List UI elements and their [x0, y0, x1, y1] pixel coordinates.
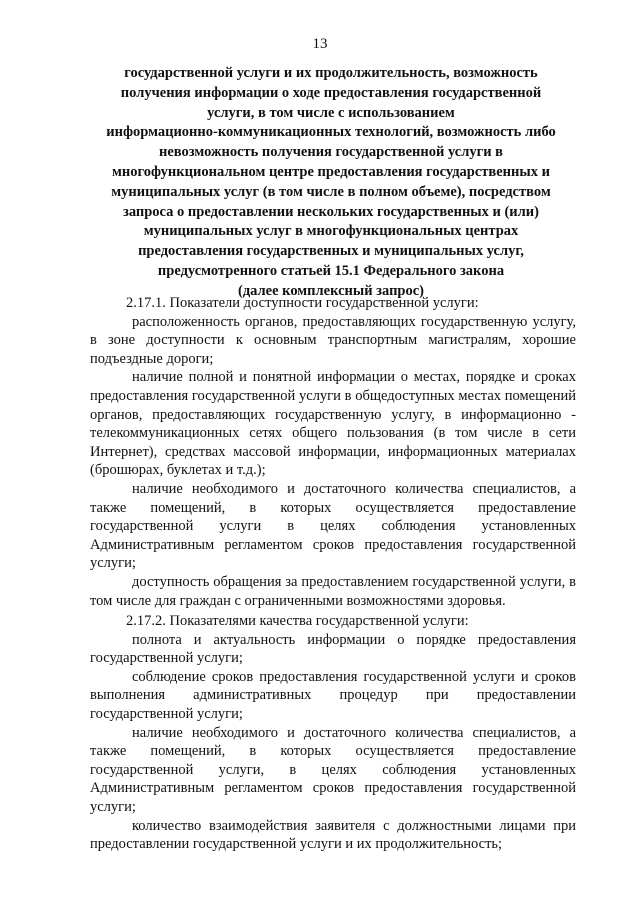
heading-line: услуги, в том числе с использованием: [207, 104, 455, 121]
heading-line: муниципальных услуг в многофункциональных центрах: [143, 223, 519, 240]
list-item-paragraph: наличие необходимого и достаточного количества специалистов, а также помещений, в которых осуществляется предоставление государственной услуги, в целях соблюдения установленных Административным регламентом сроков предоставления государственной услуги;: [90, 724, 576, 816]
list-item-paragraph: наличие необходимого и достаточного количества специалистов, а также помещений, в которых осуществляется предоставление государственной услуги в целях соблюдения установленных Административным регламентом сроков предоставления государственной услуги;: [90, 480, 576, 572]
list-item-paragraph: полнота и актуальность информации о порядке предоставления государственной услуги;: [90, 631, 576, 667]
heading-line: запроса о предоставлении нескольких государственных и (или): [123, 203, 539, 220]
subsection-title-availability: 2.17.1. Показатели доступности государственной услуги:: [126, 295, 479, 311]
list-item-paragraph: соблюдение сроков предоставления государственной услуги и сроков выполнения административных процедур при предоставлении государственной услуги;: [90, 668, 576, 723]
heading-line: информационно-коммуникационных технологий, возможность либо: [106, 124, 556, 141]
heading-line: многофункциональном центре предоставления государственных и: [112, 163, 550, 180]
section-heading: [96, 64, 566, 302]
page-number: 13: [312, 36, 328, 52]
list-item-paragraph: наличие полной и понятной информации о местах, порядке и сроках предоставления государственной услуги в общедоступных местах помещений органов, предоставляющих государственную услугу, в информационно - телекоммуникационных сетях общего пользования (в том числе в сети Интернет), средствах массовой информации, информационных материалах (брошюрах, буклетах и т.д.);: [90, 369, 576, 479]
heading-line: предусмотренного статьей 15.1 Федерального закона: [157, 262, 505, 279]
list-item-paragraph: расположенность органов, предоставляющих государственную услугу, в зоне доступности к основным транспортным магистралям, хорошие подъездные дороги;: [90, 313, 576, 367]
heading-line: (далее комплексный запрос): [237, 282, 424, 299]
list-item-paragraph: доступность обращения за предоставлением государственной услуги, в том числе для граждан с ограниченными возможностями здоровья.: [90, 573, 576, 609]
heading-line: государственной услуги и их продолжительность, возможность: [124, 65, 538, 81]
heading-line: муниципальных услуг (в том числе в полном объеме), посредством: [111, 183, 551, 200]
document-body: [90, 292, 576, 854]
list-item-paragraph: количество взаимодействия заявителя с должностными лицами при предоставлении государственной услуги и их продолжительность;: [90, 817, 576, 853]
heading-line: невозможность получения государственной услуги в: [158, 144, 503, 161]
heading-line: получения информации о ходе предоставления государственной: [120, 84, 542, 101]
heading-line: предоставления государственных и муниципальных услуг,: [138, 243, 524, 260]
subsection-title-quality: 2.17.2. Показателями качества государственной услуги:: [126, 613, 469, 630]
